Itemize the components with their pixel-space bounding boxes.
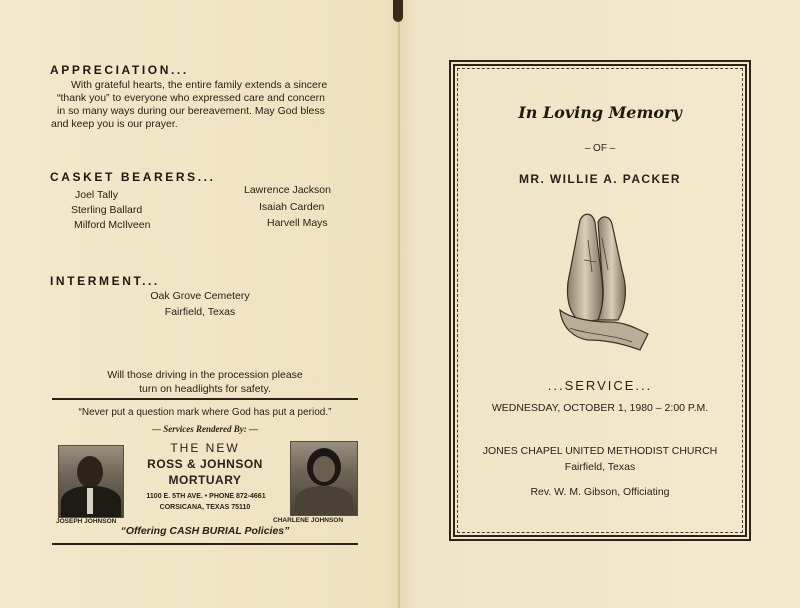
ad-quote: “Never put a question mark where God has put a period.” xyxy=(78,407,332,418)
procession-line-2: turn on headlights for safety. xyxy=(139,383,271,395)
service-date: WEDNESDAY, OCTOBER 1, 1980 – 2:00 P.M. xyxy=(491,402,709,414)
joseph-johnson-photo xyxy=(58,445,124,518)
casket-bearers-title: CASKET BEARERS... xyxy=(50,170,216,184)
interment-title: INTERMENT... xyxy=(50,274,160,288)
in-loving-memory-heading: In Loving Memory xyxy=(518,103,682,122)
church-name: JONES CHAPEL UNITED METHODIST CHURCH xyxy=(482,445,718,457)
church-city: Fairfield, Texas xyxy=(564,461,636,473)
services-rendered: — Services Rendered By: — xyxy=(152,424,258,434)
service-title: ...SERVICE... xyxy=(547,378,653,393)
joseph-johnson-caption: JOSEPH JOHNSON xyxy=(56,518,117,525)
ad-bottom-rule xyxy=(52,543,358,545)
cemetery-name: Oak Grove Cemetery xyxy=(150,290,250,302)
cemetery-city: Fairfield, Texas xyxy=(164,306,236,318)
mortuary-city: CORSICANA, TEXAS 75110 xyxy=(159,504,251,511)
praying-hands-icon xyxy=(540,210,660,360)
left-panel xyxy=(0,0,398,608)
bearer-name: Joel Tally xyxy=(75,189,118,201)
charlene-johnson-caption: CHARLENE JOHNSON xyxy=(273,517,344,524)
right-panel xyxy=(400,0,800,608)
bearer-name: Harvell Mays xyxy=(267,217,328,229)
appreciation-line: With grateful hearts, the entire family extends a sincere xyxy=(71,79,328,91)
appreciation-line: and keep you is our prayer. xyxy=(51,118,178,130)
of-label: – OF – xyxy=(584,143,616,154)
bearer-name: Sterling Ballard xyxy=(71,204,143,216)
offer-text: “Offering CASH BURIAL Policies” xyxy=(120,525,290,537)
deceased-name: MR. WILLIE A. PACKER xyxy=(519,172,681,186)
mortuary-label: MORTUARY xyxy=(168,473,242,487)
the-new-label: THE NEW xyxy=(170,441,240,455)
bearer-name: Lawrence Jackson xyxy=(244,184,331,196)
appreciation-line: in so many ways during our bereavement. May God bless xyxy=(57,105,325,117)
procession-line-1: Will those driving in the procession please xyxy=(107,369,303,381)
bearer-name: Milford McIlveen xyxy=(74,219,151,231)
appreciation-text xyxy=(51,79,357,131)
appreciation-title: APPRECIATION... xyxy=(50,63,189,77)
mortuary-address: 1100 E. 5TH AVE. • PHONE 872-4661 xyxy=(146,493,266,500)
appreciation-line: “thank you” to everyone who expressed care and concern xyxy=(57,92,325,104)
officiant: Rev. W. M. Gibson, Officiating xyxy=(530,486,670,498)
charlene-johnson-photo xyxy=(290,441,358,516)
ad-top-rule xyxy=(52,398,358,400)
bearer-name: Isaiah Carden xyxy=(259,201,325,213)
mortuary-name: ROSS & JOHNSON xyxy=(147,457,263,471)
